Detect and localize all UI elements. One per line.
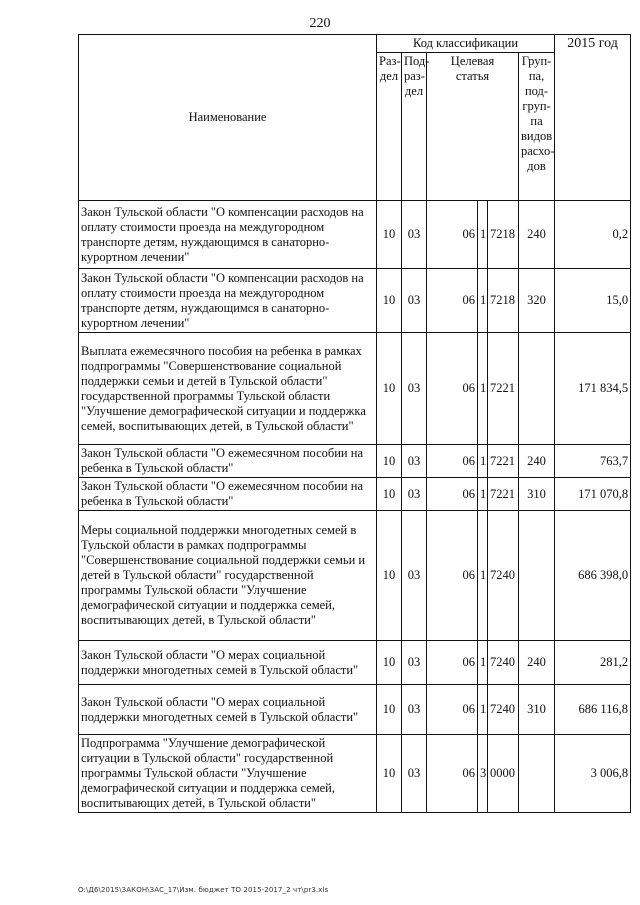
row-name: Закон Тульской области "О мерах социальной поддержки многодетных семей в Тульской области" — [79, 685, 377, 735]
row-expense-group: 310 — [519, 685, 555, 735]
row-razdel: 10 — [377, 269, 402, 333]
row-name: Закон Тульской области "О ежемесячном пособии на ребенка в Тульской области" — [79, 478, 377, 511]
row-expense-group — [519, 333, 555, 445]
table-row — [79, 445, 631, 478]
row-podrazdel: 03 — [402, 735, 427, 813]
row-target-subprogram: 1 — [478, 333, 488, 445]
row-amount: 171 834,5 — [555, 333, 631, 445]
footer-file-path: O:\Д6\2015\ЗАКОН\ЗАС_17\Изм. бюджет ТО 2015-2017_2 чт\рr3.xls — [78, 886, 329, 894]
row-name: Закон Тульской области "О компенсации расходов на оплату стоимости проезда на междугородном транспорте детям, нуждающимся в санаторно-курортном лечении" — [79, 269, 377, 333]
row-target-direction: 0000 — [488, 735, 519, 813]
row-podrazdel: 03 — [402, 641, 427, 685]
row-amount: 686 116,8 — [555, 685, 631, 735]
row-razdel: 10 — [377, 735, 402, 813]
row-target-subprogram: 1 — [478, 641, 488, 685]
row-target-program: 06 — [427, 735, 478, 813]
row-target-program: 06 — [427, 201, 478, 269]
row-target-program: 06 — [427, 269, 478, 333]
row-expense-group: 320 — [519, 269, 555, 333]
row-razdel: 10 — [377, 333, 402, 445]
row-name: Закон Тульской области "О компенсации расходов на оплату стоимости проезда на междугородном транспорте детям, нуждающимся в санаторно-курортном лечении" — [79, 201, 377, 269]
row-expense-group: 240 — [519, 641, 555, 685]
table-row — [79, 201, 631, 269]
row-amount: 171 070,8 — [555, 478, 631, 511]
row-target-direction: 7221 — [488, 333, 519, 445]
row-target-program: 06 — [427, 445, 478, 478]
row-razdel: 10 — [377, 201, 402, 269]
row-amount: 763,7 — [555, 445, 631, 478]
table-row — [79, 333, 631, 445]
row-expense-group — [519, 511, 555, 641]
table-row — [79, 478, 631, 511]
row-amount: 3 006,8 — [555, 735, 631, 813]
row-target-program: 06 — [427, 333, 478, 445]
row-expense-group: 240 — [519, 445, 555, 478]
row-target-program: 06 — [427, 641, 478, 685]
row-target-program: 06 — [427, 478, 478, 511]
table-row — [79, 735, 631, 813]
row-name: Меры социальной поддержки многодетных семей в Тульской области в рамках подпрограммы "Совершенствование социальной поддержки семьи и детей в Тульской области" государственной программы Тульской области "Улучшение демографической ситуации и поддержка семей, воспитывающих детей, в Тульской области" — [79, 511, 377, 641]
row-target-direction: 7240 — [488, 511, 519, 641]
row-target-direction: 7218 — [488, 201, 519, 269]
row-podrazdel: 03 — [402, 445, 427, 478]
row-name: Подпрограмма "Улучшение демографической ситуации в Тульской области" государственной программы Тульской области "Улучшение демографической ситуации и поддержка семей, воспитывающих детей, в Тульской области" — [79, 735, 377, 813]
header-code-classification: Код классификации — [377, 35, 555, 53]
row-expense-group: 310 — [519, 478, 555, 511]
row-podrazdel: 03 — [402, 511, 427, 641]
row-target-subprogram: 1 — [478, 685, 488, 735]
row-name: Выплата ежемесячного пособия на ребенка в рамках подпрограммы "Совершенствование социальной поддержки семьи и детей в Тульской области" государственной программы Тульской области "Улучшение демографической ситуации и поддержка семей, воспитывающих детей, в Тульской области" — [79, 333, 377, 445]
row-target-subprogram: 1 — [478, 201, 488, 269]
page-number: 220 — [309, 16, 331, 31]
row-amount: 15,0 — [555, 269, 631, 333]
row-podrazdel: 03 — [402, 269, 427, 333]
row-target-subprogram: 1 — [478, 511, 488, 641]
row-amount: 686 398,0 — [555, 511, 631, 641]
table-row — [79, 269, 631, 333]
row-target-subprogram: 3 — [478, 735, 488, 813]
row-podrazdel: 03 — [402, 201, 427, 269]
row-expense-group — [519, 735, 555, 813]
row-target-direction: 7218 — [488, 269, 519, 333]
row-target-program: 06 — [427, 685, 478, 735]
header-name: Наименование — [79, 35, 377, 201]
header-target-article: Целевая статья — [427, 53, 519, 201]
table-row — [79, 641, 631, 685]
row-amount: 281,2 — [555, 641, 631, 685]
row-razdel: 10 — [377, 511, 402, 641]
row-podrazdel: 03 — [402, 333, 427, 445]
header-razdel: Раз- дел — [377, 53, 402, 201]
row-razdel: 10 — [377, 685, 402, 735]
table-row — [79, 511, 631, 641]
header-year: 2015 год — [555, 35, 631, 201]
row-target-subprogram: 1 — [478, 269, 488, 333]
row-razdel: 10 — [377, 478, 402, 511]
row-target-direction: 7221 — [488, 478, 519, 511]
row-amount: 0,2 — [555, 201, 631, 269]
row-razdel: 10 — [377, 445, 402, 478]
header-expense-group: Груп- па, под- груп- па видов расхо- дов — [519, 53, 555, 201]
row-podrazdel: 03 — [402, 685, 427, 735]
row-razdel: 10 — [377, 641, 402, 685]
row-target-direction: 7221 — [488, 445, 519, 478]
header-podrazdel: Под- раз- дел — [402, 53, 427, 201]
row-target-program: 06 — [427, 511, 478, 641]
row-name: Закон Тульской области "О ежемесячном пособии на ребенка в Тульской области" — [79, 445, 377, 478]
row-target-subprogram: 1 — [478, 478, 488, 511]
row-target-direction: 7240 — [488, 685, 519, 735]
budget-table — [78, 34, 631, 813]
row-podrazdel: 03 — [402, 478, 427, 511]
table-row — [79, 685, 631, 735]
row-target-subprogram: 1 — [478, 445, 488, 478]
row-name: Закон Тульской области "О мерах социальной поддержки многодетных семей в Тульской области" — [79, 641, 377, 685]
row-expense-group: 240 — [519, 201, 555, 269]
row-target-direction: 7240 — [488, 641, 519, 685]
